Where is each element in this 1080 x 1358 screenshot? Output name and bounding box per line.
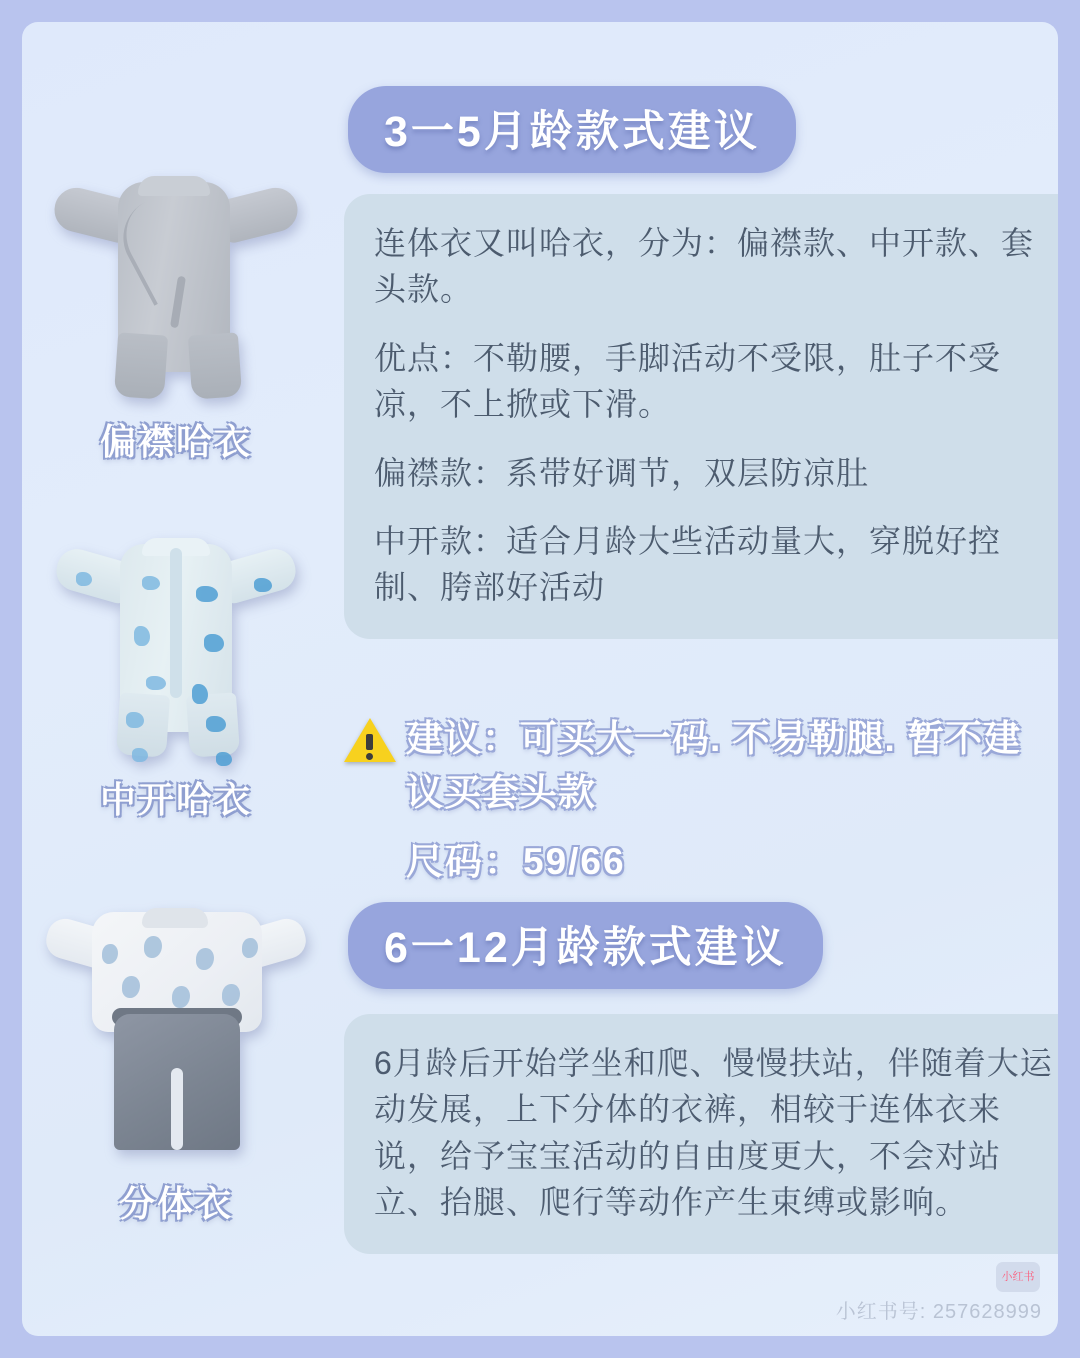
card-paragraph: 6月龄后开始学坐和爬、慢慢扶站，伴随着大运动发展，上下分体的衣裤，相较于连体衣来说，给予宝宝活动的自由度更大，不会对站立、抬腿、爬行等动作产生束缚或影响。 [374,1045,1053,1221]
heading-pill [348,86,796,173]
section-heading-2 [348,902,823,989]
print-motif [134,626,150,646]
heading-text: 6一12月龄款式建议 [384,924,787,972]
info-card-1 [344,194,1058,639]
print-motif [206,716,226,732]
content-column [322,22,1058,1336]
print-motif [204,634,224,652]
grey-wrap-romper-photo [46,158,306,408]
garment-front-placket [170,548,182,698]
exclamation-mark [366,734,373,750]
print-motif [216,752,232,766]
xiaohongshu-logo-icon [996,1262,1040,1292]
print-motif [196,586,218,602]
garment-leg-right [188,332,242,399]
print-motif [132,748,148,762]
print-motif [254,578,272,592]
print-motif [126,712,144,728]
product-caption: 偏襟哈衣 [99,421,252,462]
product-item-3 [26,902,326,1227]
two-piece-set-photo [46,902,306,1170]
print-motif [146,676,166,690]
print-motif [142,576,160,590]
warning-triangle-icon [344,718,396,766]
heading-pill [348,902,823,989]
advice-text: 建议：可买大一码. 不易勒腿. 暂不建议买套头款 [406,718,1022,813]
info-card-2 [344,1014,1058,1254]
product-item-1 [26,158,326,465]
print-motif [192,684,208,704]
print-motif [76,572,92,586]
card-paragraph: 中开款：适合月龄大些活动量大，穿脱好控制、胯部好活动 [374,522,1002,606]
card-paragraph: 偏襟款：系带好调节，双层防凉肚 [374,454,870,491]
advice-row [344,712,1056,819]
section-heading-1 [348,86,796,173]
account-watermark: 小红书号: 257628999 [835,1301,1042,1323]
product-caption: 中开哈衣 [99,779,252,820]
card-paragraph: 优点：不勒腰，手脚活动不受限，肚子不受凉，不上掀或下滑。 [374,339,1002,423]
poster-canvas [22,22,1058,1336]
size-label: 尺码：59/66 [406,841,626,883]
product-photo-column [22,22,342,1336]
product-item-2 [26,516,326,823]
garment-collar [142,908,208,928]
logo-text: 小红书 [1001,1271,1035,1283]
heading-text: 3一5月龄款式建议 [384,108,760,156]
advice-block [344,712,1056,885]
garment-leg-left [114,332,168,399]
garment-pants [114,1014,240,1150]
blue-printed-romper-photo [46,516,306,766]
product-caption: 分体衣 [118,1183,233,1224]
card-paragraph: 连体衣又叫哈衣，分为：偏襟款、中开款、套头款。 [374,225,1035,308]
